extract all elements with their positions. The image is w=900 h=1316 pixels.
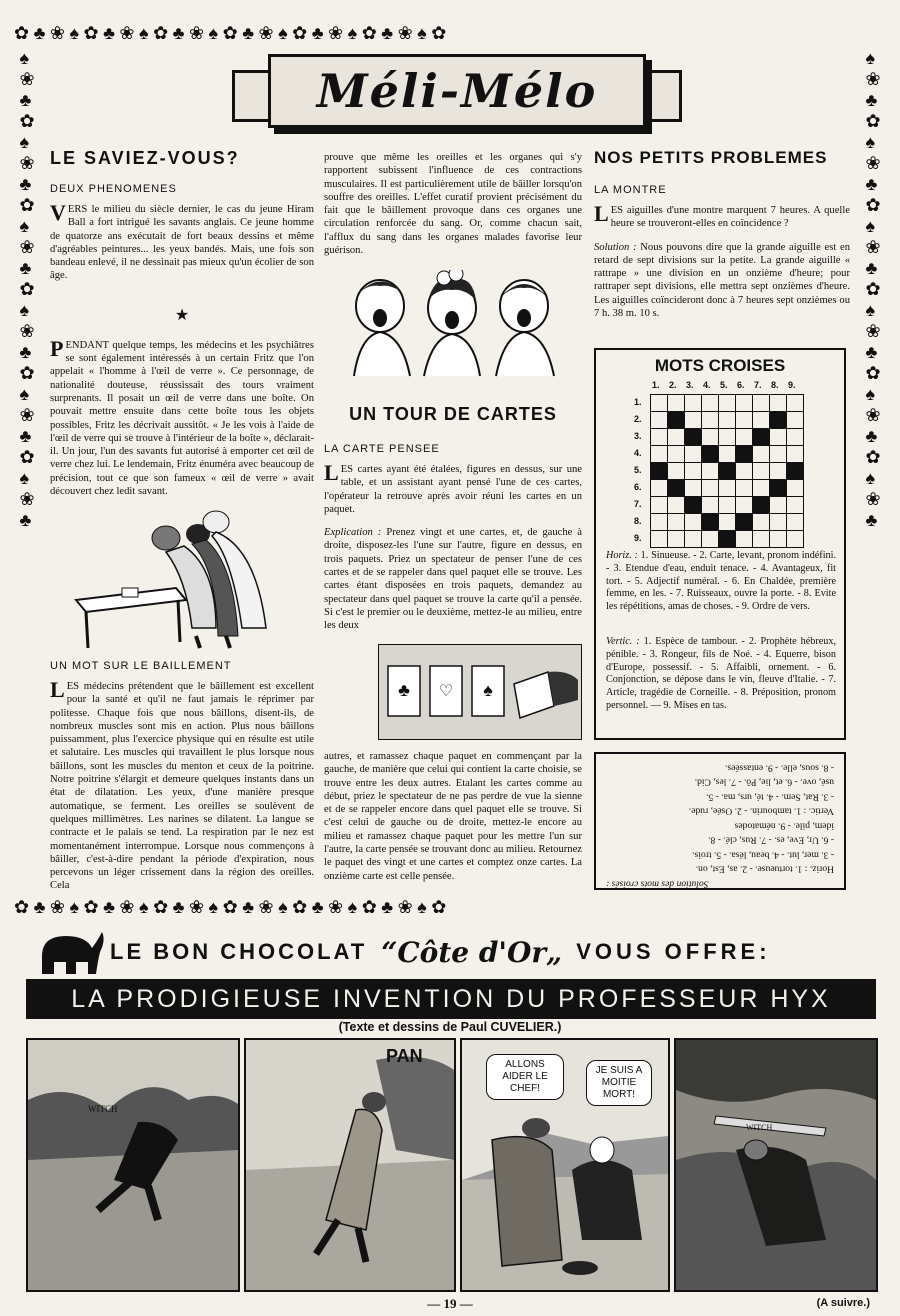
crossword-cell bbox=[735, 462, 753, 480]
solution-line: Vertic. : 1. tambourin. - 2. Osée, rude. bbox=[688, 806, 834, 817]
crossword-cell bbox=[684, 479, 702, 497]
crossword-cell bbox=[684, 411, 702, 429]
crossword-cell bbox=[786, 445, 804, 463]
crossword-cell bbox=[650, 411, 668, 429]
baillement-section bbox=[50, 660, 314, 893]
panel2-sfx: PAN bbox=[386, 1046, 423, 1066]
cartes-heading: UN TOUR DE CARTES bbox=[349, 404, 557, 424]
comic-bubble-2: JE SUIS A MOITIE MORT! bbox=[586, 1060, 652, 1106]
crossword-cell bbox=[718, 445, 736, 463]
crossword-cell bbox=[701, 496, 719, 514]
crossword-column-number: 6. bbox=[737, 380, 745, 390]
crossword-column-number: 2. bbox=[669, 380, 677, 390]
crossword-row-number: 9. bbox=[634, 533, 642, 543]
crossword-cell bbox=[667, 496, 685, 514]
ad-brand: “Côte d'Or„ bbox=[381, 935, 563, 969]
crossword-cell bbox=[752, 411, 770, 429]
crossword-cell bbox=[684, 394, 702, 412]
crossword-cell bbox=[735, 394, 753, 412]
cards-illustration bbox=[378, 644, 582, 740]
crossword-black-cell bbox=[735, 513, 753, 531]
crossword-cell bbox=[667, 428, 685, 446]
crossword-black-cell bbox=[718, 462, 736, 480]
crossword-cell bbox=[752, 530, 770, 548]
crossword-cell bbox=[718, 513, 736, 531]
crossword-cell bbox=[667, 530, 685, 548]
crossword-cell bbox=[667, 513, 685, 531]
crossword-cell bbox=[667, 462, 685, 480]
solution-line: - 8. sous, elle. - 9. entassées. bbox=[725, 762, 834, 774]
crossword-black-cell bbox=[684, 496, 702, 514]
crossword-cell bbox=[701, 411, 719, 429]
page-title: Méli-Mélo bbox=[316, 64, 598, 118]
crossword-cell bbox=[786, 411, 804, 429]
crossword-cell bbox=[701, 462, 719, 480]
crossword-cell bbox=[667, 445, 685, 463]
separator-star: ★ bbox=[174, 306, 190, 324]
crossword-cell bbox=[684, 462, 702, 480]
crossword-column-number: 4. bbox=[703, 380, 711, 390]
crossword-cell bbox=[701, 479, 719, 497]
cartes-conclusion-paragraph: autres, et ramassez chaque paquet en commençant par la gauche, de manière que celui qui contient la carte choisie, se trouve entre les deux autres. Etalant les cartes comme au début, priez le spectateur de ne pas perdre de vue la sienne et de se rappeler encore dans quel paquet elle se trouve. Si c'est celui de gauche ou de droite, mettez-le encore au milieu et ramassez chaque paquet pour les mettre l'un sur l'autre, la carte pensée se trouvant donc au milieu. Retournez le paquet des vingt et une cartes et comptez onze cartes. La onzième carte est celle pensée. bbox=[324, 751, 582, 882]
crossword-solution-lines bbox=[606, 760, 834, 876]
crossword-black-cell bbox=[735, 445, 753, 463]
crossword-black-cell bbox=[684, 428, 702, 446]
crossword-cell bbox=[735, 496, 753, 514]
crossword-row-number: 6. bbox=[634, 482, 642, 492]
solution-line: usé, ove. - 6. et, lie, Pô. - 7. les, Cid. bbox=[694, 777, 834, 788]
crossword-cell bbox=[650, 479, 668, 497]
solution-line: Horiz. : 1. tortueuse. - 2. as, Est, on. bbox=[695, 864, 834, 875]
crossword-cell bbox=[769, 428, 787, 446]
crossword-black-cell bbox=[650, 462, 668, 480]
right-ornament-border: ♠ ❀ ♣ ✿ ♠ ❀ ♣ ✿ ♠ ❀ ♣ ✿ ♠ ❀ ♣ ✿ ♠ ❀ ♣ ✿ ♠ ❀ ♣ bbox=[865, 48, 881, 530]
crossword-title: MOTS CROISES bbox=[654, 356, 786, 375]
problemes-subheading: LA MONTRE bbox=[594, 184, 667, 196]
crossword-cell bbox=[684, 445, 702, 463]
crossword-cell bbox=[735, 479, 753, 497]
solution-line: - 6. Ur, Eve, es. - 7. Rus, clé. - 8. bbox=[708, 835, 834, 846]
crossword-cell bbox=[718, 428, 736, 446]
bottom-ornament-border: ✿ ♣ ❀ ♠ ✿ ♣ ❀ ♠ ✿ ♣ ❀ ♠ ✿ ♣ ❀ ♠ ✿ ♣ ❀ ♠ ✿ ♣ ❀ ♠ ✿ bbox=[14, 896, 447, 917]
cartes-explanation-paragraph: Explication : Prenez vingt et une cartes, et, de gauche à droite, disposez-les l'une sur l'autre, figure en dessus, en trois paquets. Priez un spectateur de penser l'une de ces cartes et de se rappeler dans quel paquet elle se trouve. Les cartes étant disposées en trois paquets, demandez au spectateur dans quel paquet se trouve la carte qu'il a pensée. Si c'est le premier ou le deuxième, mettez-le au milieu, entre les deux bbox=[324, 527, 582, 632]
crossword-black-cell bbox=[769, 479, 787, 497]
ad-title-bar bbox=[26, 979, 876, 1019]
crossword-row-number: 1. bbox=[634, 397, 642, 407]
crossword-black-cell bbox=[701, 445, 719, 463]
crossword-grid bbox=[596, 350, 844, 543]
crossword-cell bbox=[769, 513, 787, 531]
crossword-cell bbox=[684, 513, 702, 531]
crossword-cell bbox=[786, 428, 804, 446]
cartes-subheading: LA CARTE PENSEE bbox=[324, 443, 440, 455]
crossword-cell bbox=[786, 496, 804, 514]
saviez-paragraph-2: PENDANT quelque temps, les médecins et les psychiâtres se sont également intéressés à un certain Fritz que l'on appelait « l'homme à l'œil de verre ». Ce personnage, de nationalité douteuse, réussissait des tours vraiment surprenants. Il posait un œil de verre dans une boîte. On pouvait mettre ensuite dans cette boîte tous les objets possibles, Fritz les décrivait aussitôt. « Je les vois à l'aide de l'œil de verre qui se trouve à l'intérieur de la boîte », déclarait-il. Un jour, l'un des savants fut autorisé à emporter cet œil de verre chez lui. Le lendemain, Fritz énuméra avec beaucoup de précision, tout ce que son fameux « œil de verre » avait découvert chez ledit savant. bbox=[50, 335, 314, 498]
crossword-vertical-clues: Vertic. : 1. Espèce de tambour. - 2. Prophète hébreux, pénible. - 3. Rongeur, fils de Noé. - 4. Equerre, bison d'Europe, possessif. - 5. Affaibli, ornement. - 6. Conjonction, se dépose dans le vin, fleuve d'Italie. - 7. Article, tragédie de Corneille. - 8. Préposition, pronom personnel. — 9. Mises en tas. bbox=[606, 636, 836, 711]
middle-column-bottom bbox=[324, 750, 582, 883]
crossword-cell bbox=[650, 513, 668, 531]
crossword-black-cell bbox=[786, 462, 804, 480]
ad-line-1 bbox=[36, 928, 866, 976]
saviez-heading: LE SAVIEZ-VOUS? bbox=[50, 148, 240, 168]
to-be-continued: (A suivre.) bbox=[816, 1297, 870, 1309]
comic-panel-3 bbox=[460, 1038, 670, 1292]
crossword-cell bbox=[718, 411, 736, 429]
baillement-paragraph: LES médecins prétendent que le bâillement est excellent pour la santé et qu'il ne faut jamais le réprimer par politesse. Chaque fois que nous bâillons, disent-ils, de nombreux muscles sont mis en action. Plus nous bâillons puissamment, plus l'exercice physique qui en résulte est utile et salutaire. Les muscles qui travaillent le plus lorsque nous bâillons, sont les muscles du menton et ceux de la poitrine. Notre poitrine s'élargit et demeure quelques instants dans un état de dilatation. Les yeux, d'une manière presque automatique, se ferment. Les oreilles se soulèvent de quelques millimètres. Les narines se dilatent. La langue se contracte et le palais se tend. La respiration par le nez est momentanément interrompue. Lorsque nous commençons à bâiller, c'est-à-dire pendant la période d'expiration, nous percevons un léger crissement dans la région des oreilles. Cela bbox=[50, 677, 314, 892]
problemes-question: LES aiguilles d'une montre marquent 7 heures. A quelle heure se trouveront-elles en coïncidence ? bbox=[594, 201, 850, 230]
ad-text-left: LE BON CHOCOLAT bbox=[110, 939, 368, 964]
crossword-column-number: 7. bbox=[754, 380, 762, 390]
crossword-cell bbox=[735, 530, 753, 548]
crossword-cell bbox=[769, 462, 787, 480]
crossword-cell bbox=[752, 445, 770, 463]
crossword-cell bbox=[701, 428, 719, 446]
crossword-cell bbox=[769, 445, 787, 463]
crossword-cell bbox=[735, 428, 753, 446]
crossword-horizontal-clues: Horiz. : 1. Sinueuse. - 2. Carte, levant, pronom indéfini. - 3. Etendue d'eau, enduit tenace. - 4. Avantageux, fit tort. - 5. Adjectif numéral. - 6. En Chaldée, première femme, en les. - 7. Ruisseaux, ouvre la porte. - 8. Evite les répétitions, amas de choses. - 9. Ordre de vers. bbox=[606, 550, 836, 613]
crossword-cell bbox=[718, 479, 736, 497]
comic-bubble-1: ALLONS AIDER LE CHEF! bbox=[486, 1054, 564, 1100]
crossword-black-cell bbox=[667, 411, 685, 429]
solution-line: - 3. mer, lut. - 4. beau, lésa. - 5. trois. bbox=[692, 849, 834, 861]
svg-text:♣: ♣ bbox=[398, 680, 410, 700]
crossword-row-number: 4. bbox=[634, 448, 642, 458]
panel4-sign: WITCH bbox=[746, 1123, 773, 1132]
comic-panel-4 bbox=[674, 1038, 878, 1292]
crossword-column-number: 9. bbox=[788, 380, 796, 390]
crossword-cell bbox=[684, 530, 702, 548]
crossword-cell bbox=[701, 530, 719, 548]
saviez-column bbox=[50, 148, 314, 498]
crossword-cell bbox=[735, 411, 753, 429]
problemes-solution: Solution : Nous pouvons dire que la grande aiguille est en retard de sept divisions sur la petite. La grande aiguille « rattrape » une division en un onzième d'heure; pour rattraper sept divisions, elle mettra sept onzièmes d'heure. Les aiguilles coïncideront donc à 7 heures sept onzièmes ou 7 h. 38 m. 10 s. bbox=[594, 241, 850, 320]
ad-credit: (Texte et dessins de Paul CUVELIER.) bbox=[338, 1020, 562, 1034]
crossword-row-number: 5. bbox=[634, 465, 642, 475]
crossword-black-cell bbox=[667, 479, 685, 497]
crossword-cell bbox=[752, 513, 770, 531]
crossword-cell bbox=[786, 394, 804, 412]
panel1-sign: WITCH bbox=[88, 1104, 118, 1114]
crossword-cell bbox=[769, 530, 787, 548]
crossword-cell bbox=[769, 496, 787, 514]
crossword-black-cell bbox=[752, 496, 770, 514]
solution-line: - 3. Rat, Sem. - 4. té, urs, ma. - 5. bbox=[706, 791, 834, 803]
crossword-column-number: 8. bbox=[771, 380, 779, 390]
crossword-cell bbox=[752, 462, 770, 480]
elephant-icon bbox=[36, 928, 108, 976]
crossword-cell bbox=[718, 496, 736, 514]
problemes-heading: NOS PETITS PROBLEMES bbox=[594, 148, 828, 167]
glass-eye-illustration bbox=[66, 508, 286, 654]
crossword-row-number: 2. bbox=[634, 414, 642, 424]
crossword-box bbox=[594, 348, 846, 740]
middle-column-top bbox=[324, 151, 582, 257]
crossword-cell bbox=[718, 394, 736, 412]
problemes-column bbox=[594, 148, 850, 320]
crossword-cell bbox=[752, 479, 770, 497]
crossword-row-number: 7. bbox=[634, 499, 642, 509]
crossword-column-number: 3. bbox=[686, 380, 694, 390]
crossword-cell bbox=[769, 394, 787, 412]
crossword-cell bbox=[650, 496, 668, 514]
cartes-intro-paragraph: LES cartes ayant été étalées, figures en dessus, sur une table, et un assistant ayant pensé l'une de ces cartes, l'opérateur la retrouve après avoir réuni les cartes en un paquet. bbox=[324, 460, 582, 515]
saviez-subheading-1: DEUX PHENOMENES bbox=[50, 183, 177, 195]
crossword-black-cell bbox=[701, 513, 719, 531]
top-ornament-border: ✿ ♣ ❀ ♠ ✿ ♣ ❀ ♠ ✿ ♣ ❀ ♠ ✿ ♣ ❀ ♠ ✿ ♣ ❀ ♠ ✿ ♣ ❀ ♠ ✿ bbox=[14, 22, 447, 43]
crossword-row-number: 3. bbox=[634, 431, 642, 441]
crossword-cell bbox=[786, 530, 804, 548]
crossword-solution-text: Solution des mots croisés : Horiz. : 1. tortueuse. - 2. as, Est, on. - 3. mer, lut. - 4. beau, lésa. - 5. trois. - 6. Ur, Eve, es. - 7. Rus, clé. - 8. idem, pile. - 9. nématodes Vertic. : 1. tambourin. - 2. Osée, rude. - 3. Rat, Sem. - 4. té, urs, ma. - 5. usé, ove. - 6. et, lie, Pô. - 7. les, Cid. - 8. sous, elle. - 9. entassées. bbox=[596, 754, 844, 897]
crossword-cell bbox=[752, 394, 770, 412]
solution-line: idem, pile. - 9. nématodes bbox=[734, 820, 834, 832]
crossword-cell bbox=[650, 530, 668, 548]
crossword-cell bbox=[650, 428, 668, 446]
svg-text:♡: ♡ bbox=[438, 683, 454, 700]
crossword-cell bbox=[650, 445, 668, 463]
title-banner bbox=[268, 54, 646, 128]
crossword-cell bbox=[786, 479, 804, 497]
crossword-column-number: 1. bbox=[652, 380, 660, 390]
crossword-row-number: 8. bbox=[634, 516, 642, 526]
saviez-paragraph-1: VERS le milieu du siècle dernier, le cas du jeune Hiram Ball a fort intrigué les savants anglais. Ce jeune homme de quatorze ans exécutait de fort beaux dessins et même d'agréables peintures... les yeux bandés. Mais, une fois son bandeau enlevé, il ne dessinait pas mieux qu'un écolier de son âge. bbox=[50, 200, 314, 282]
crossword-black-cell bbox=[718, 530, 736, 548]
comic-panel-2 bbox=[244, 1038, 456, 1292]
crossword-black-cell bbox=[752, 428, 770, 446]
crossword-cell bbox=[667, 394, 685, 412]
crossword-column-number: 5. bbox=[720, 380, 728, 390]
baillement-continued-paragraph: prouve que même les oreilles et les organes qui s'y rapportent subissent l'influence de ces contractions musculaires. Il est particulièrement utile de bâiller lorsqu'on souffre des oreilles. L'effet curatif provient précisément du fait que le bâillement provoque dans ces organes une circulation renforcée du sang. Or, comme chacun sait, l'afflux du sang dans les organes malades favorise leur guérison. bbox=[324, 152, 582, 257]
ad-text-right: VOUS OFFRE: bbox=[576, 939, 771, 964]
crossword-cell bbox=[650, 394, 668, 412]
crossword-cell bbox=[701, 394, 719, 412]
comic-panel-1 bbox=[26, 1038, 240, 1292]
cartes-section bbox=[324, 404, 582, 633]
page-number: — 19 — bbox=[427, 1296, 473, 1311]
crossword-solution-box bbox=[594, 752, 846, 890]
left-ornament-border: ♠ ❀ ♣ ✿ ♠ ❀ ♣ ✿ ♠ ❀ ♣ ✿ ♠ ❀ ♣ ✿ ♠ ❀ ♣ ✿ ♠ ❀ ♣ bbox=[19, 48, 35, 530]
yawning-children-illustration bbox=[340, 270, 566, 378]
baillement-subheading: UN MOT SUR LE BAILLEMENT bbox=[50, 660, 232, 672]
crossword-black-cell bbox=[769, 411, 787, 429]
svg-text:♠: ♠ bbox=[483, 680, 493, 700]
ad-title-text: LA PRODIGIEUSE INVENTION DU PROFESSEUR HYX bbox=[71, 984, 831, 1013]
crossword-cell bbox=[786, 513, 804, 531]
